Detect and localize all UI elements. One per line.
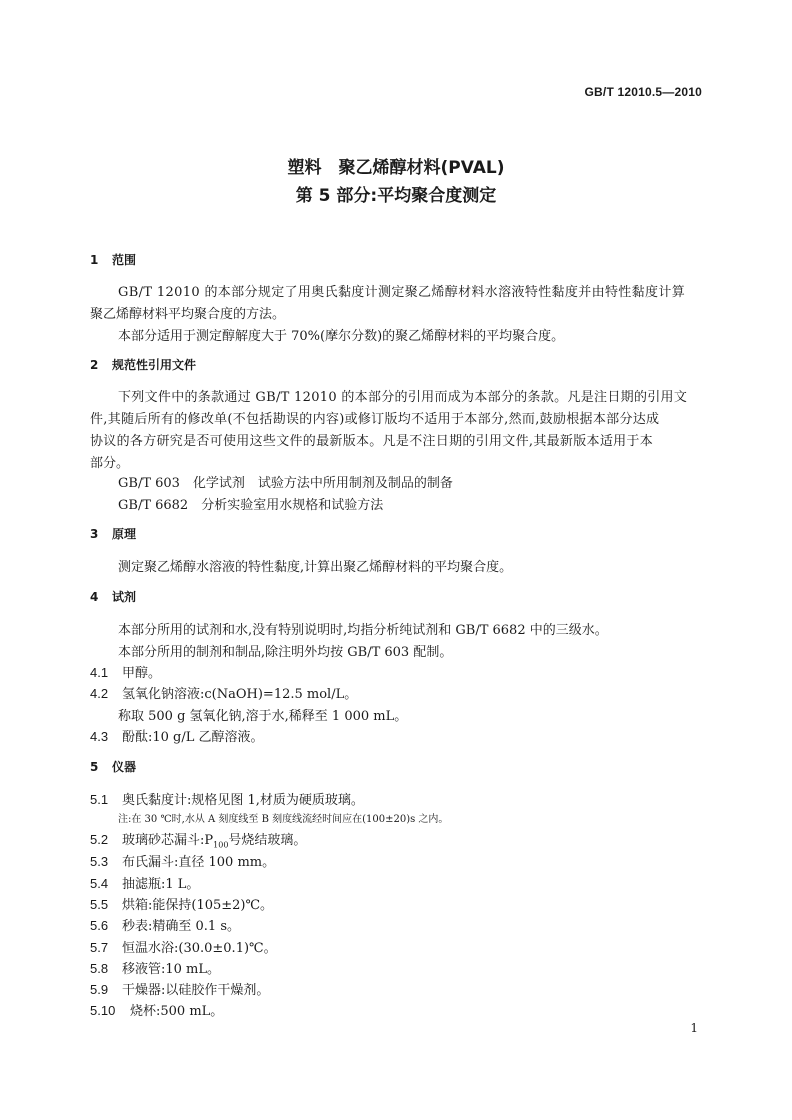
section-number: 4 [90,590,99,604]
paragraph-line: 本部分所用的制剂和制品,除注明外均按 GB/T 603 配制。 [118,645,453,660]
section-heading-3 [90,525,136,542]
section-heading-1 [90,251,136,268]
paragraph-line: 协议的各方研究是否可使用这些文件的最新版本。凡是不注日期的引用文件,其最新版本适用于本 [90,434,654,449]
paragraph-line: 下列文件中的条款通过 GB/T 12010 的本部分的引用而成为本部分的条款。凡是注日期的引用文 [118,390,688,405]
list-item-continuation: 称取 500 g 氢氧化钠,溶于水,稀释至 1 000 mL。 [118,709,408,724]
item-text-post: 号烧结玻璃。 [228,833,307,848]
page-number: 1 [690,1021,698,1035]
section-number: 2 [90,358,99,372]
section-heading-4 [90,588,136,605]
section-number: 1 [90,253,99,267]
item-number: 5.6 [90,918,109,933]
list-item [90,851,275,870]
paragraph-line: 本部分适用于测定醇解度大于 70%(摩尔分数)的聚乙烯醇材料的平均聚合度。 [118,329,565,344]
item-number: 5.5 [90,897,109,912]
item-number: 4.3 [90,729,109,744]
paragraph-line: 测定聚乙烯醇水溶液的特性黏度,计算出聚乙烯醇材料的平均聚合度。 [118,560,513,575]
item-text-subscript: 100 [213,840,229,850]
paragraph-line: 部分。 [90,456,130,471]
section-title: 试剂 [112,590,137,604]
paragraph-line: 聚乙烯醇材料平均聚合度的方法。 [90,307,286,322]
section-heading-2 [90,356,196,373]
item-text: 秒表:精确至 0.1 s。 [122,919,240,934]
section-heading-5 [90,758,136,775]
item-text-pre: 玻璃砂芯漏斗:P [122,833,214,848]
section-title: 原理 [112,527,137,541]
item-number: 4.2 [90,686,109,701]
list-item [90,937,277,956]
item-number: 5.2 [90,832,109,847]
item-number: 5.1 [90,792,109,807]
item-text: 干燥器:以硅胶作干燥剂。 [122,983,270,998]
section-number: 3 [90,527,99,541]
item-number: 5.10 [90,1003,116,1018]
section-number: 5 [90,760,99,774]
item-text: 布氏漏斗:直径 100 mm。 [122,855,276,870]
list-item [90,829,306,850]
item-text: 酚酞:10 g/L 乙醇溶液。 [122,730,264,745]
list-item [90,873,199,892]
list-item [90,683,357,702]
list-item [90,979,269,998]
list-item [90,726,264,745]
item-text: 烧杯:500 mL。 [130,1004,224,1019]
item-text: 甲醇。 [122,666,162,681]
item-number: 5.8 [90,961,109,976]
item-text: 奥氏黏度计:规格见图 1,材质为硬质玻璃。 [122,793,364,808]
reference-gbt6682: GB/T 6682 分析实验室用水规格和试验方法 [118,498,384,513]
list-item [90,894,273,913]
item-text: 移液管:10 mL。 [122,962,221,977]
item-number: 5.4 [90,876,109,891]
document-title-line1: 塑料 聚乙烯醇材料(PVAL) [287,158,505,178]
reference-gbt603: GB/T 603 化学试剂 试验方法中所用制剂及制品的制备 [118,476,453,491]
item-text: 氢氧化钠溶液:c(NaOH)=12.5 mol/L。 [122,687,358,702]
paragraph-line: 件,其随后所有的修改单(不包括勘误的内容)或修订版均不适用于本部分,然而,鼓励根据本部分达成 [90,412,660,427]
note-text: 注:在 30 ℃时,水从 A 刻度线至 B 刻度线流经时间应在(100±20)s 之内。 [118,814,449,825]
item-number: 4.1 [90,665,109,680]
paragraph-line: GB/T 12010 的本部分规定了用奥氏黏度计测定聚乙烯醇材料水溶液特性黏度并由特性黏度计算 [118,285,686,300]
document-title-line2: 第 5 部分:平均聚合度测定 [295,186,497,206]
section-title: 仪器 [112,760,137,774]
list-item [90,662,161,681]
list-item [90,789,364,808]
section-title: 规范性引用文件 [112,358,197,372]
item-number: 5.9 [90,982,109,997]
item-number: 5.3 [90,854,109,869]
list-item [90,958,220,977]
item-text: 恒温水浴:(30.0±0.1)℃。 [122,941,277,956]
standard-code-header: GB/T 12010.5—2010 [584,85,702,99]
item-text: 烘箱:能保持(105±2)℃。 [122,898,274,913]
list-item [90,915,240,934]
paragraph-line: 本部分所用的试剂和水,没有特别说明时,均指分析纯试剂和 GB/T 6682 中的三级水。 [118,623,608,638]
section-title: 范围 [112,253,137,267]
list-item [90,1000,223,1019]
item-text: 抽滤瓶:1 L。 [122,877,200,892]
item-number: 5.7 [90,940,109,955]
